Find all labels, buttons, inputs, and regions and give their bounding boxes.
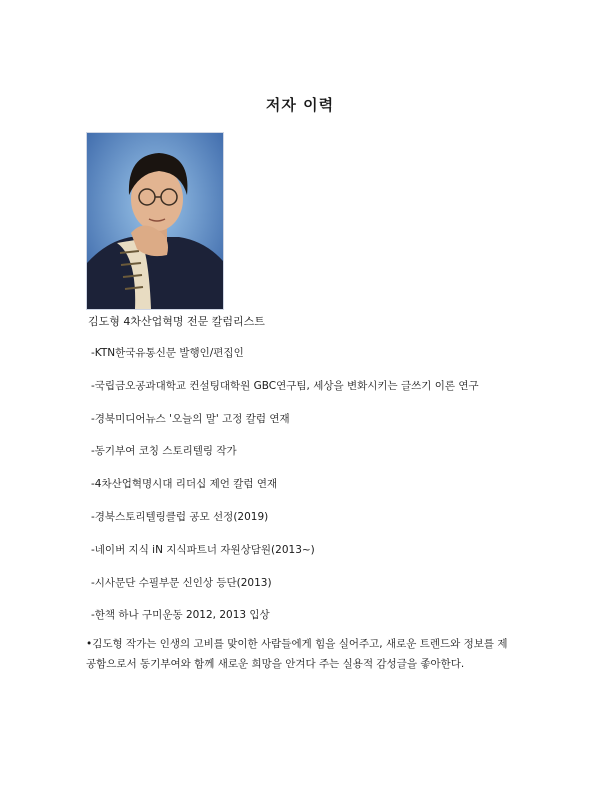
summary-line: 공함으로서 동기부여와 함께 새로운 희망을 안겨다 주는 실용적 감성글을 좋아한다. [86, 658, 465, 670]
author-portrait-image [87, 133, 223, 309]
author-summary [86, 634, 526, 674]
author-caption: 김도형 4차산업혁명 전문 칼럼리스트 [88, 315, 265, 328]
summary-line: •김도형 작가는 인생의 고비를 맞이한 사람들에게 힘을 실어주고, 새로운 트렌드와 정보를 제 [86, 638, 508, 650]
career-item: -동기부여 코칭 스토리텔링 작가 [91, 445, 237, 458]
career-item: -경북미디어뉴스 '오늘의 말' 고정 칼럼 연재 [91, 412, 290, 425]
page-title: 저자 이력 [265, 96, 335, 114]
career-item: -KTN한국유통신문 발행인/편집인 [91, 347, 244, 359]
career-list [91, 345, 479, 640]
career-item: -시사문단 수필부문 신인상 등단(2013) [91, 576, 272, 589]
author-photo [86, 132, 224, 310]
career-item: -경북스토리텔링클럽 공모 선정(2019) [91, 510, 269, 523]
career-item: -네이버 지식 iN 지식파트너 자원상담원(2013~) [91, 543, 315, 556]
career-item: -국립금오공과대학교 컨설팅대학원 GBC연구팀, 세상을 변화시키는 글쓰기 이론 연구 [91, 379, 479, 392]
career-item: -한책 하나 구미운동 2012, 2013 입상 [91, 609, 270, 622]
career-item: -4차산업혁명시대 리더십 제언 칼럼 연재 [91, 478, 278, 491]
